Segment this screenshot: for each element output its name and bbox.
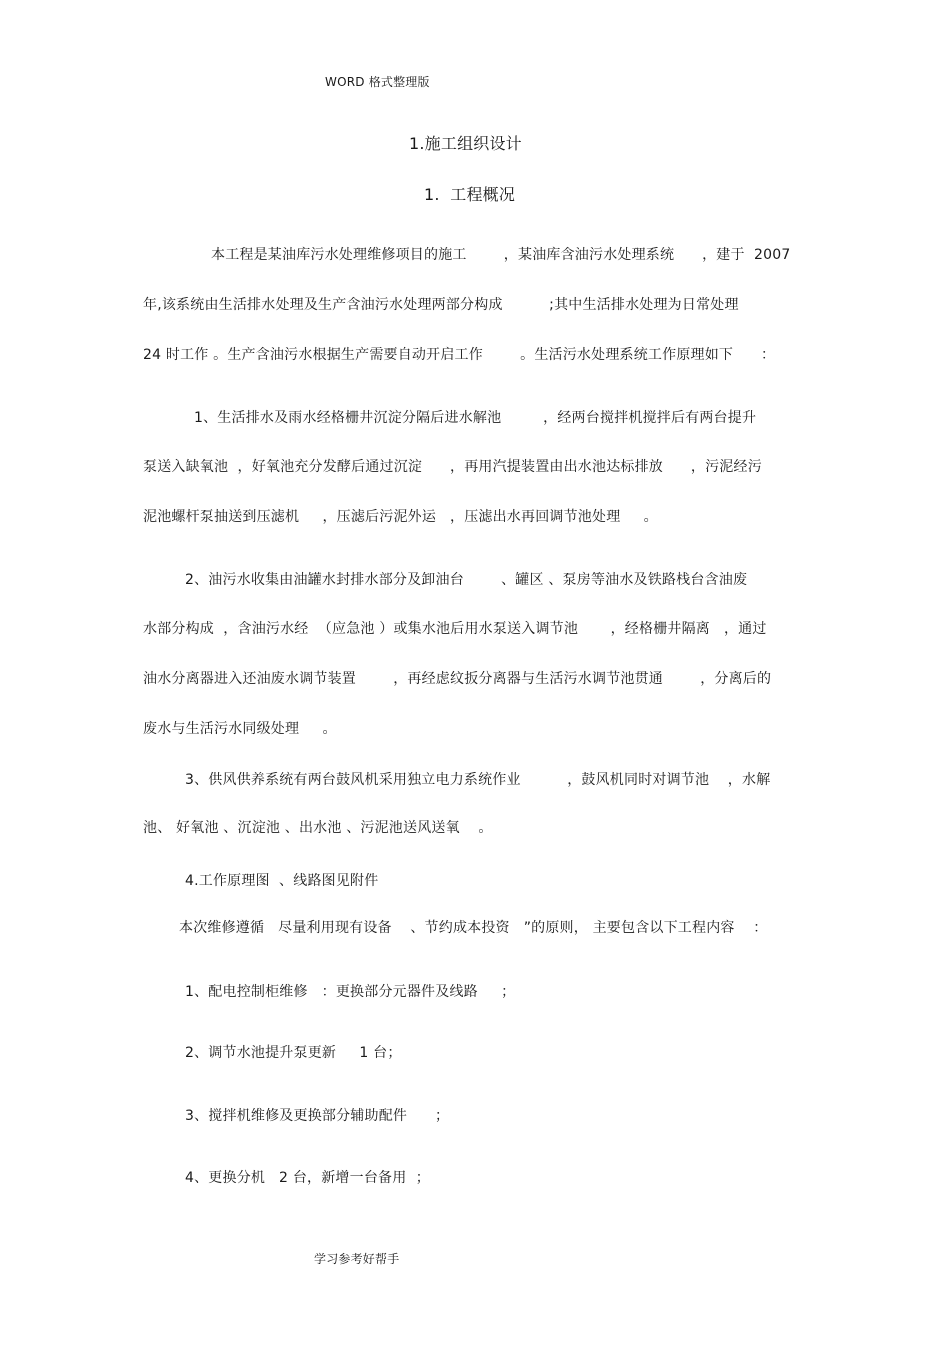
scope-item: 1、配电控制柜维修 ：更换部分元器件及线路 ； [185, 984, 516, 1000]
principle-line: 2、油污水收集由油罐水封排水部分及卸油台 、罐区 、泵房等油水及铁路栈台含油废 [185, 572, 748, 588]
principle-line: 废水与生活污水同级处理 。 [143, 721, 337, 737]
scope-item: 2、调节水池提升泵更新 1 台； [185, 1045, 402, 1061]
principle-line: 池、 好氧池 、沉淀池 、出水池 、污泥池送风送氧 。 [143, 820, 493, 836]
page-footer: 学习参考好帮手 [314, 1252, 400, 1266]
principle-line: 水部分构成 ，含油污水经 （应急池 ）或集水池后用水泵送入调节池 ，经格栅井隔离 ，通过 [143, 621, 767, 637]
principle-line: 泵送入缺氧池 ，好氧池充分发酵后通过沉淀 ，再用汽提装置由出水池达标排放 ，污泥经污 [143, 459, 762, 475]
principle-line: 4.工作原理图 、线路图见附件 [185, 873, 379, 889]
principle-line: 3、供风供养系统有两台鼓风机采用独立电力系统作业 ，鼓风机同时对调节池 ，水解 [185, 772, 771, 788]
document-title: 1.施工组织设计 [409, 134, 522, 153]
principle-line: 1、生活排水及雨水经格栅井沉淀分隔后进水解池 ，经两台搅拌机搅拌后有两台提升 [194, 410, 757, 426]
scope-intro: 本次维修遵循 尽量利用现有设备 、节约成本投资 ”的原则， 主要包含以下工程内容 ： [179, 920, 768, 936]
scope-item: 4、更换分机 2 台，新增一台备用 ； [185, 1170, 430, 1186]
principle-line: 泥池螺杆泵抽送到压滤机 ，压滤后污泥外运 ，压滤出水再回调节池处理 。 [143, 509, 658, 525]
section-heading: 1. 工程概况 [424, 185, 516, 204]
overview-line: 24 时工作 。生产含油污水根据生产需要自动开启工作 。生活污水处理系统工作原理如下 ： [143, 347, 776, 363]
overview-line: 本工程是某油库污水处理维修项目的施工 ，某油库含油污水处理系统 ，建于 2007 [211, 247, 791, 263]
scope-item: 3、搅拌机维修及更换部分辅助配件 ； [185, 1108, 450, 1124]
overview-line: 年,该系统由生活排水处理及生产含油污水处理两部分构成 ;其中生活排水处理为日常处理 [143, 297, 739, 313]
principle-line: 油水分离器进入还油废水调节装置 ，再经虑纹扳分离器与生活污水调节池贯通 ，分离后的 [143, 671, 772, 687]
page-header: WORD 格式整理版 [325, 75, 430, 89]
